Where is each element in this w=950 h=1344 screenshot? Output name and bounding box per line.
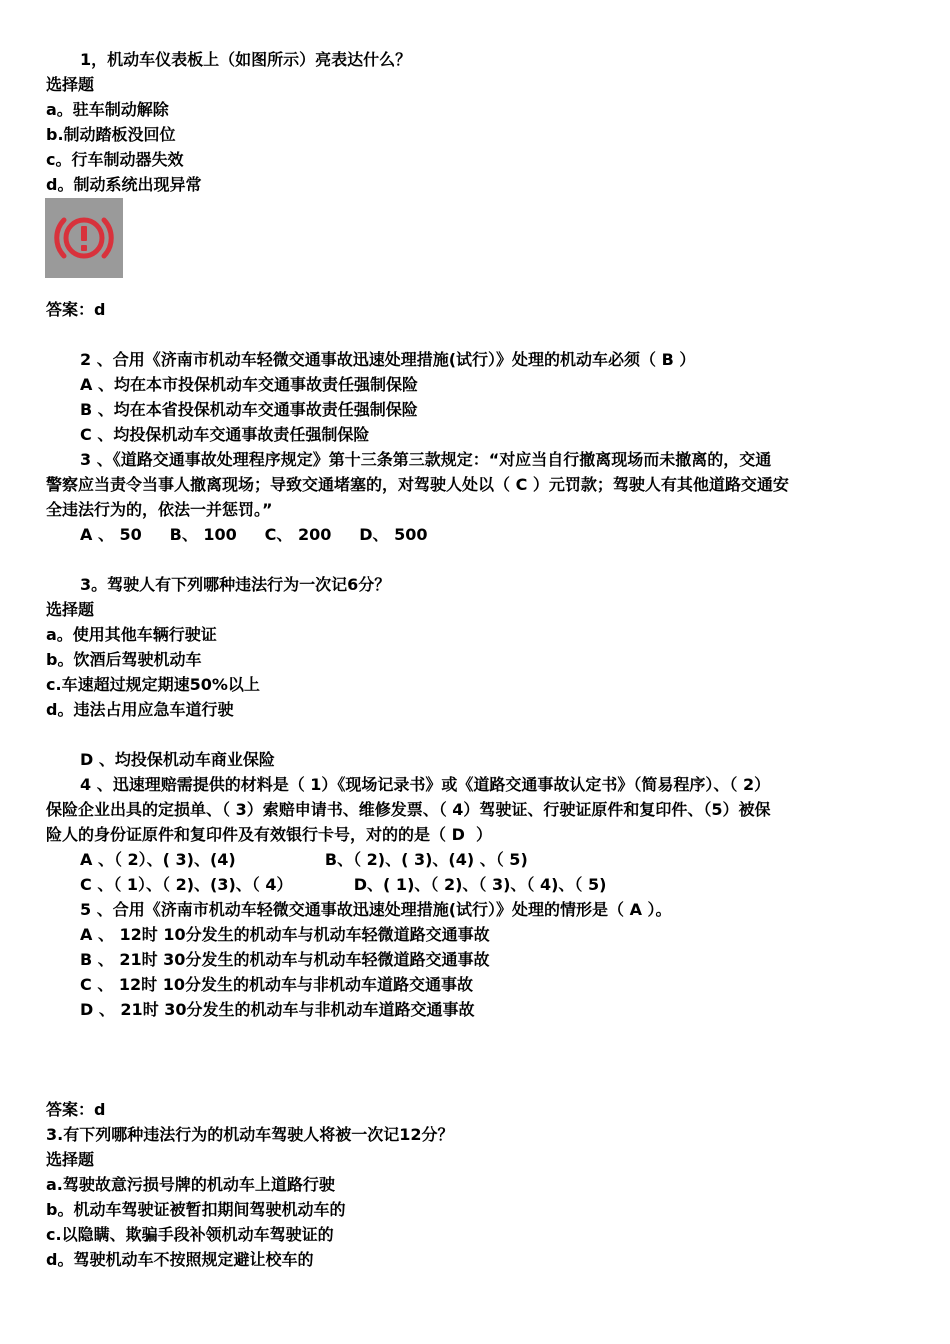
q4-line-1: 4 、迅速理赔需提供的材料是（ 1）《现场记录书》或《道路交通事故认定书》（简易程序）、（ 2）: [80, 775, 771, 794]
q2-option-a: A 、均在本市投保机动车交通事故责任强制保险: [80, 375, 418, 394]
q1-title: 1，机动车仪表板上（如图所示）亮表达什么？: [80, 50, 412, 69]
q1-option-a: a。驻车制动解除: [46, 100, 169, 119]
q4-options-cd: C 、（ 1）、（ 2)、(3)、（ 4） D、( 1)、（ 2)、（ 3)、（ 4)、（ 5): [80, 875, 607, 894]
q2-option-c: C 、均投保机动车交通事故责任强制保险: [80, 425, 370, 444]
q6-option-c: c.以隐瞒、欺骗手段补领机动车驾驶证的: [46, 1225, 334, 1244]
q1-answer: 答案：d: [46, 300, 106, 319]
q3a-line-3: 全违法行为的，依法一并惩罚。”: [46, 500, 273, 519]
q1-option-c: c。行车制动器失效: [46, 150, 184, 169]
q3b-title: 3。驾驶人有下列哪种违法行为一次记6分？: [80, 575, 391, 594]
q2-option-b: B 、均在本省投保机动车交通事故责任强制保险: [80, 400, 418, 419]
q3a-line-1: 3 、《道路交通事故处理程序规定》第十三条第三款规定：“对应当自行撤离现场而未撤离的，交通: [80, 450, 772, 469]
q5-option-a: A 、 12时 10分发生的机动车与机动车轻微道路交通事故: [80, 925, 490, 944]
q6-option-a: a.驾驶故意污损号牌的机动车上道路行驶: [46, 1175, 335, 1194]
q2-title: 2 、合用《济南市机动车轻微交通事故迅速处理措施(试行）》处理的机动车必须（ B ）: [80, 350, 696, 369]
q1-option-d: d。制动系统出现异常: [46, 175, 202, 194]
q3b-type: 选择题: [46, 600, 95, 619]
q6-option-d: d。驾驶机动车不按照规定避让校车的: [46, 1250, 314, 1269]
q6-type: 选择题: [46, 1150, 95, 1169]
q6-title: 3.有下列哪种违法行为的机动车驾驶人将被一次记12分？: [46, 1125, 454, 1144]
q4-line-2: 保险企业出具的定损单、（ 3）索赔申请书、维修发票、（ 4）驾驶证、行驶证原件和复印件、（5）被保: [46, 800, 771, 819]
q6-option-b: b。机动车驾驶证被暂扣期间驾驶机动车的: [46, 1200, 346, 1219]
q3b-option-a: a。使用其他车辆行驶证: [46, 625, 217, 644]
q4-line-3: 险人的身份证原件和复印件及有效银行卡号，对的的是（ D ）: [46, 825, 492, 844]
q3a-line-2: 警察应当责令当事人撤离现场；导致交通堵塞的，对驾驶人处以（ C ）元罚款；驾驶人有其他道路交通安: [46, 475, 789, 494]
q4-options-ab: A 、（ 2）、( 3)、(4) B、（ 2)、( 3)、(4) 、（ 5): [80, 850, 528, 869]
q3b-option-c: c.车速超过规定期速50%以上: [46, 675, 260, 694]
q1-option-b: b.制动踏板没回位: [46, 125, 176, 144]
q3b-option-b: b。饮酒后驾驶机动车: [46, 650, 202, 669]
q3b-option-d: d。违法占用应急车道行驶: [46, 700, 234, 719]
q3a-options: A 、 50 B、 100 C、 200 D、 500: [80, 525, 428, 544]
q5-option-d: D 、 21时 30分发生的机动车与非机动车道路交通事故: [80, 1000, 475, 1019]
q5-option-c: C 、 12时 10分发生的机动车与非机动车道路交通事故: [80, 975, 473, 994]
q1-type: 选择题: [46, 75, 95, 94]
answer-2: 答案：d: [46, 1100, 106, 1119]
q5-option-b: B 、 21时 30分发生的机动车与机动车轻微道路交通事故: [80, 950, 490, 969]
q5-title: 5 、合用《济南市机动车轻微交通事故迅速处理措施(试行）》处理的情形是（ A ）。: [80, 900, 672, 919]
q2-option-d: D 、均投保机动车商业保险: [80, 750, 275, 769]
brake-warning-icon: [45, 198, 123, 278]
